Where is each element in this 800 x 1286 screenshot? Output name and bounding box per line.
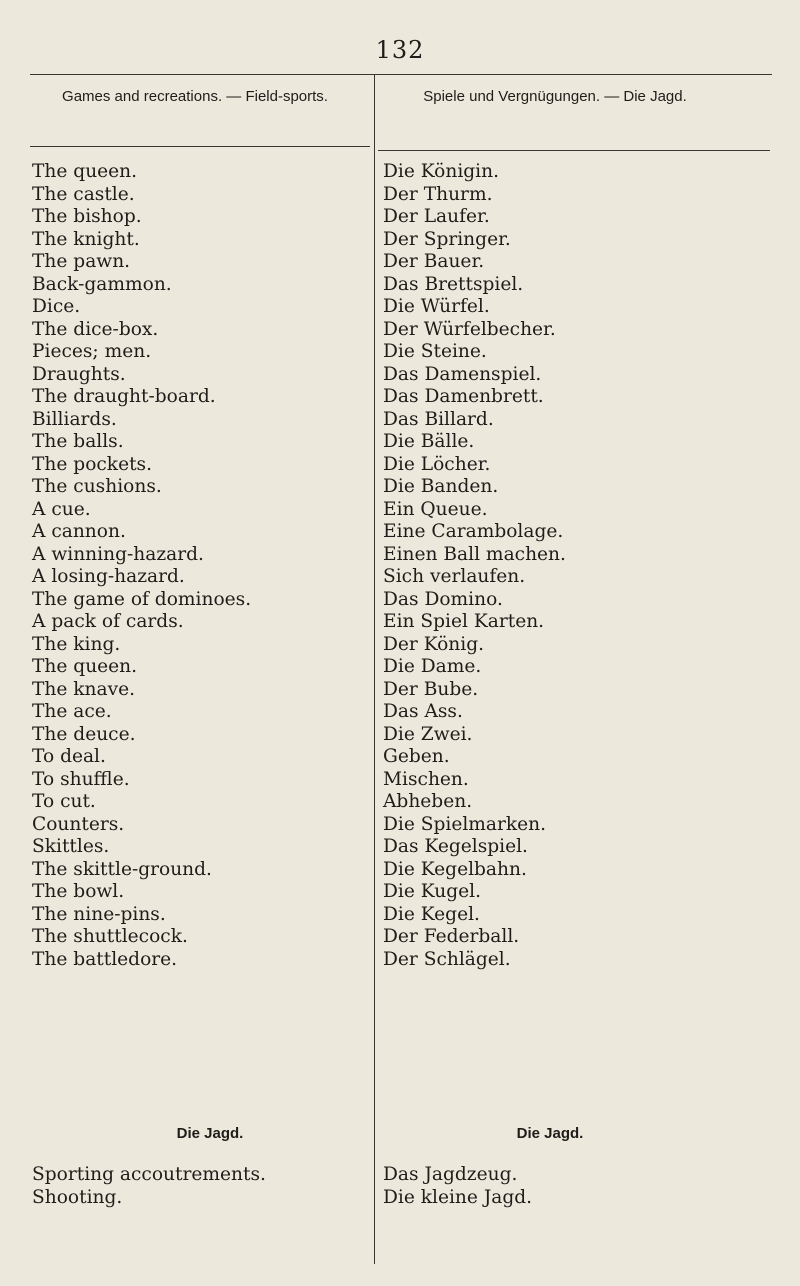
vocab-entry: Der Springer. [383, 228, 511, 250]
vocab-entry: Die Spielmarken. [383, 813, 547, 835]
vocab-entry: A pack of cards. [32, 611, 184, 632]
vocab-entry: Pieces; men. [32, 341, 152, 362]
vocab-entry: Die Königin. [383, 161, 500, 182]
vocab-entry: Billiards. [32, 408, 117, 430]
vocab-entry: Der Laufer. [383, 206, 490, 227]
vocab-entry: Die Löcher. [383, 453, 491, 475]
vocab-entry: The battledore. [32, 948, 178, 970]
vocab-entry: A cue. [32, 498, 91, 520]
vocab-entry: The castle. [32, 183, 135, 205]
vocab-entry: The queen. [32, 656, 138, 677]
vocab-entry: The bowl. [32, 881, 125, 902]
german-column [383, 161, 743, 971]
vocab-entry: Die Kegelbahn. [383, 858, 527, 880]
vocab-entry: Das Damenspiel. [383, 363, 542, 385]
header-rule-right [378, 150, 770, 151]
vocab-entry: Mischen. [383, 768, 469, 790]
vocab-entry: Ein Queue. [383, 498, 488, 520]
vocab-entry: Skittles. [32, 836, 110, 857]
vocab-entry: Draughts. [32, 363, 126, 385]
english-column [32, 161, 392, 971]
vocab-entry: Das Brettspiel. [383, 273, 524, 295]
vocab-entry: Das Billard. [383, 408, 494, 430]
vocab-entry: The knave. [32, 678, 136, 700]
vocab-entry: Abheben. [383, 791, 473, 812]
vocab-entry: To deal. [32, 746, 106, 767]
vocab-entry: Ein Spiel Karten. [383, 611, 545, 632]
vocab-entry: The pockets. [32, 453, 152, 475]
vocab-entry: The queen. [32, 161, 138, 182]
vocab-entry: Der Schlägel. [383, 948, 511, 970]
vocab-entry: Sich verlaufen. [383, 566, 526, 587]
vocab-entry: Die kleine Jagd. [383, 1186, 533, 1208]
vocab-entry: Die Zwei. [383, 723, 473, 745]
vocab-entry: The skittle-ground. [32, 858, 212, 880]
vocab-entry: Der Bube. [383, 678, 479, 700]
vocab-entry: The deuce. [32, 723, 136, 745]
vocab-entry: Der Würfelbecher. [383, 318, 556, 340]
vocab-entry: Back-gammon. [32, 273, 172, 295]
vocab-entry: Eine Carambolage. [383, 521, 564, 542]
vocab-entry: Einen Ball machen. [383, 543, 566, 565]
vocab-entry: The nine-pins. [32, 903, 166, 925]
vocab-entry: Sporting accoutrements. [32, 1164, 266, 1185]
vocab-entry: The game of dominoes. [32, 588, 252, 610]
section-title-german: Die Jagd. [516, 1125, 584, 1142]
vocab-entry: Counters. [32, 813, 125, 835]
vocab-entry: Der Federball. [383, 926, 520, 947]
vocab-entry: Shooting. [32, 1186, 123, 1208]
section-german-column [383, 1164, 743, 1209]
vocab-entry: The pawn. [32, 251, 131, 272]
vocab-entry: Geben. [383, 746, 450, 767]
vocab-entry: Das Jagdzeug. [383, 1164, 518, 1185]
vocab-entry: Dice. [32, 296, 81, 317]
vocab-entry: A losing-hazard. [32, 566, 185, 587]
vocab-entry: Die Dame. [383, 656, 482, 677]
vocab-entry: Der Thurm. [383, 183, 493, 205]
vocab-entry: The shuttlecock. [32, 926, 188, 947]
vocab-entry: Die Bälle. [383, 431, 475, 452]
vocab-entry: Der König. [383, 633, 485, 655]
vocab-entry: Die Würfel. [383, 296, 490, 317]
vocab-entry: The ace. [32, 701, 112, 722]
vocab-entry: A cannon. [32, 521, 126, 542]
vocab-entry: Das Ass. [383, 701, 463, 722]
top-rule [30, 74, 772, 75]
vocab-entry: Die Steine. [383, 341, 487, 362]
vocab-entry: The knight. [32, 228, 140, 250]
vocab-entry: The balls. [32, 431, 124, 452]
vocab-entry: Die Kegel. [383, 903, 480, 925]
header-german: Spiele und Vergnügungen. — Die Jagd. [423, 88, 687, 105]
vocab-entry: To shuffle. [32, 768, 130, 790]
section-title-english: Die Jagd. [176, 1125, 244, 1142]
page-number: 132 [375, 36, 425, 64]
vocab-entry: Die Kugel. [383, 881, 481, 902]
vocab-entry: A winning-hazard. [32, 543, 204, 565]
vocab-entry: The draught-board. [32, 386, 216, 407]
vocab-entry: Die Banden. [383, 476, 499, 497]
header-rule-left [30, 146, 370, 147]
header-english: Games and recreations. — Field-sports. [62, 88, 328, 105]
section-english-column [32, 1164, 392, 1209]
vocab-entry: Das Domino. [383, 588, 503, 610]
vocab-entry: Das Kegelspiel. [383, 836, 528, 857]
vocab-entry: The dice-box. [32, 318, 159, 340]
vocab-entry: The king. [32, 633, 121, 655]
vocab-entry: Der Bauer. [383, 251, 485, 272]
vocab-entry: Das Damenbrett. [383, 386, 544, 407]
vocab-entry: The bishop. [32, 206, 142, 227]
vocab-entry: To cut. [32, 791, 96, 812]
vocab-entry: The cushions. [32, 476, 162, 497]
